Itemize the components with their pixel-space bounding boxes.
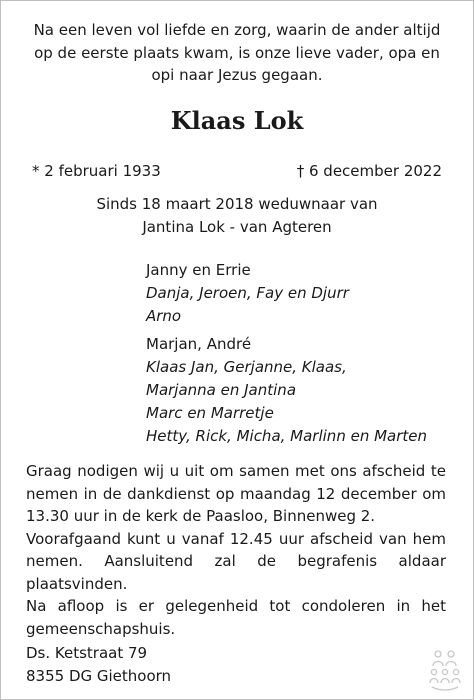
intro-line: op de eerste plaats kwam, is onze lieve vader, opa en (34, 43, 440, 62)
family-group (146, 259, 349, 328)
birth-date: * 2 februari 1933 (32, 162, 161, 180)
family-grandchildren: Hetty, Rick, Micha, Marlinn en Marten (146, 427, 428, 445)
farewell-paragraph: Voorafgaand kunt u vanaf 12.45 uur afscheid van hem nemen. Aansluitend zal de begrafenis aldaar plaatsvinden. (26, 529, 446, 593)
family-grandchildren: Arno (146, 307, 182, 325)
family-grandchildren: Marjanna en Jantina (146, 381, 297, 399)
family-parents: Janny en Errie (146, 261, 251, 279)
address-city: 8355 DG Giethoorn (26, 666, 172, 685)
death-date: † 6 december 2022 (296, 162, 442, 180)
deceased-name: Klaas Lok (170, 106, 304, 135)
family-figures-icon (428, 649, 462, 691)
intro-text (20, 19, 454, 87)
family-parents: Marjan, André (146, 335, 252, 353)
intro-line: opi naar Jezus gegaan. (151, 66, 323, 84)
family-grandchildren: Danja, Jeroen, Fay en Djurr (146, 284, 349, 302)
funeral-notice (26, 460, 446, 640)
intro-line: Na een leven vol liefde en zorg, waarin de ander altijd (33, 21, 441, 39)
family-group (146, 333, 427, 448)
correspondence-address (26, 642, 171, 687)
address-street: Ds. Ketstraat 79 (26, 644, 148, 662)
condolence-paragraph: Na afloop is er gelegenheid tot condoleren in het gemeenschapshuis. (26, 597, 446, 638)
widowed-spouse: Jantina Lok - van Agteren (142, 218, 332, 236)
family-grandchildren: Klaas Jan, Gerjanne, Klaas, (146, 358, 347, 376)
invitation-paragraph: Graag nodigen wij u uit om samen met ons afscheid te nemen in de dankdienst op maandag 12 december om 13.30 uur in de kerk de Paasloo, Binnenweg 2. (26, 462, 446, 525)
family-grandchildren: Marc en Marretje (146, 404, 274, 422)
widowed-line: Sinds 18 maart 2018 weduwnaar van (96, 195, 378, 213)
widowed-note (20, 193, 454, 239)
